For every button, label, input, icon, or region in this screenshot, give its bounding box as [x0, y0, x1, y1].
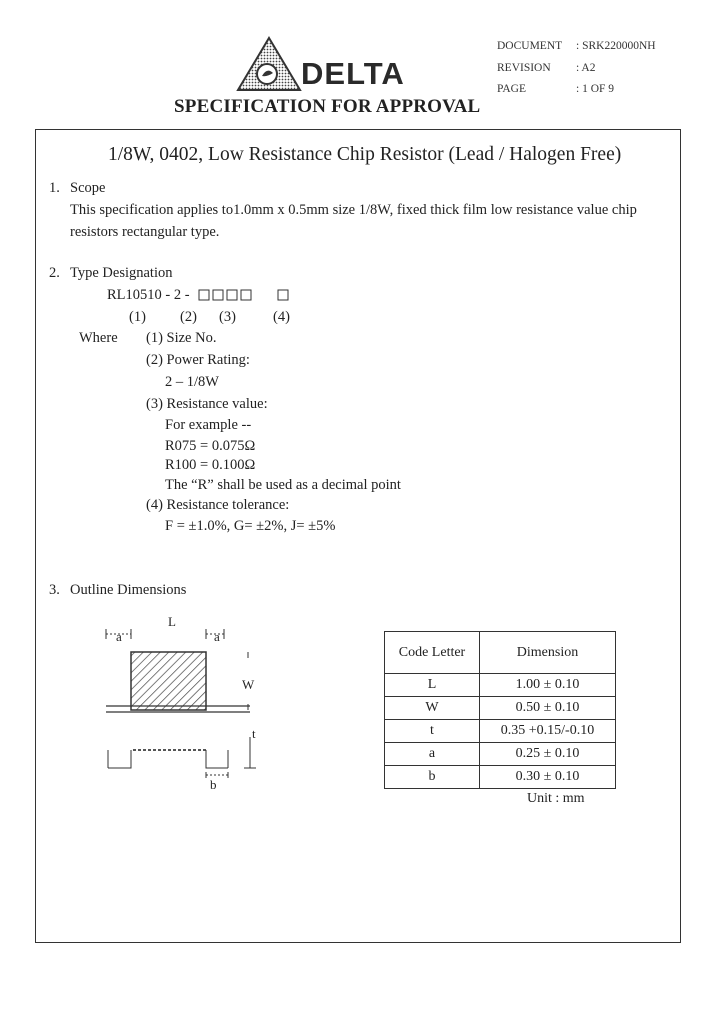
table-cell: b	[385, 766, 480, 789]
code-placeholder-boxes	[198, 289, 294, 303]
table-cell: 0.50 ± 0.10	[480, 697, 616, 720]
table-cell: a	[385, 743, 480, 766]
scope-text-line: resistors rectangular type.	[70, 224, 220, 240]
meta-revision-value: : A2	[576, 62, 596, 74]
designation-value: F = ±1.0%, G= ±2%, J= ±5%	[165, 518, 336, 534]
designation-value: R075 = 0.075Ω	[165, 438, 256, 454]
meta-page-label: PAGE	[497, 83, 526, 95]
dim-label-L: L	[168, 614, 176, 629]
type-code: RL10510 - 2 -	[107, 287, 190, 303]
meta-page-value: : 1 OF 9	[576, 83, 615, 95]
dimension-table	[384, 631, 616, 789]
dim-label-a: a	[116, 629, 122, 644]
dim-label-t: t	[252, 726, 256, 741]
code-label: (1)	[129, 309, 146, 325]
meta-document-label: DOCUMENT	[497, 40, 563, 52]
table-cell: t	[385, 720, 480, 743]
table-row	[385, 697, 616, 720]
section-number: 2.	[49, 265, 60, 281]
code-label: (4)	[273, 309, 290, 325]
table-cell: 1.00 ± 0.10	[480, 674, 616, 697]
section-number: 3.	[49, 582, 60, 598]
document-title: 1/8W, 0402, Low Resistance Chip Resistor (Lead / Halogen Free)	[108, 144, 622, 165]
designation-value: For example --	[165, 417, 252, 433]
table-header-cell: Code Letter	[385, 632, 480, 674]
logo-text: DELTA	[301, 56, 405, 91]
table-row	[385, 720, 616, 743]
meta-document-value: : SRK220000NH	[576, 40, 656, 52]
code-label: (3)	[219, 309, 236, 325]
section-heading: Outline Dimensions	[70, 582, 187, 598]
table-row	[385, 743, 616, 766]
designation-item: (4) Resistance tolerance:	[146, 497, 290, 513]
section-heading: Scope	[70, 180, 106, 196]
designation-item: (1) Size No.	[146, 330, 217, 346]
table-cell: W	[385, 697, 480, 720]
designation-item: (3) Resistance value:	[146, 396, 268, 412]
designation-value: The “R” shall be used as a decimal point	[165, 477, 401, 493]
designation-item: (2) Power Rating:	[146, 352, 250, 368]
dim-label-b: b	[210, 777, 217, 792]
where-label: Where	[79, 330, 118, 346]
dim-label-W: W	[242, 677, 255, 692]
section-number: 1.	[49, 180, 60, 196]
spec-title: SPECIFICATION FOR APPROVAL	[174, 96, 481, 117]
table-cell: 0.35 +0.15/-0.10	[480, 720, 616, 743]
designation-value: R100 = 0.100Ω	[165, 457, 256, 473]
table-cell: L	[385, 674, 480, 697]
dim-label-a: a	[214, 629, 220, 644]
table-row	[385, 766, 616, 789]
content-frame	[35, 129, 681, 943]
table-cell: 0.30 ± 0.10	[480, 766, 616, 789]
meta-revision-label: REVISION	[497, 62, 551, 74]
table-cell: 0.25 ± 0.10	[480, 743, 616, 766]
table-header-cell: Dimension	[480, 632, 616, 674]
resistor-outline-diagram	[100, 610, 270, 800]
unit-label: Unit : mm	[527, 791, 585, 806]
designation-value: 2 – 1/8W	[165, 374, 219, 390]
section-heading: Type Designation	[70, 265, 173, 281]
code-label: (2)	[180, 309, 197, 325]
scope-text-line: This specification applies to1.0mm x 0.5mm size 1/8W, fixed thick film low resistance value chip	[70, 202, 637, 218]
table-row	[385, 674, 616, 697]
delta-triangle-icon	[236, 36, 302, 92]
table-header-row	[385, 632, 616, 674]
